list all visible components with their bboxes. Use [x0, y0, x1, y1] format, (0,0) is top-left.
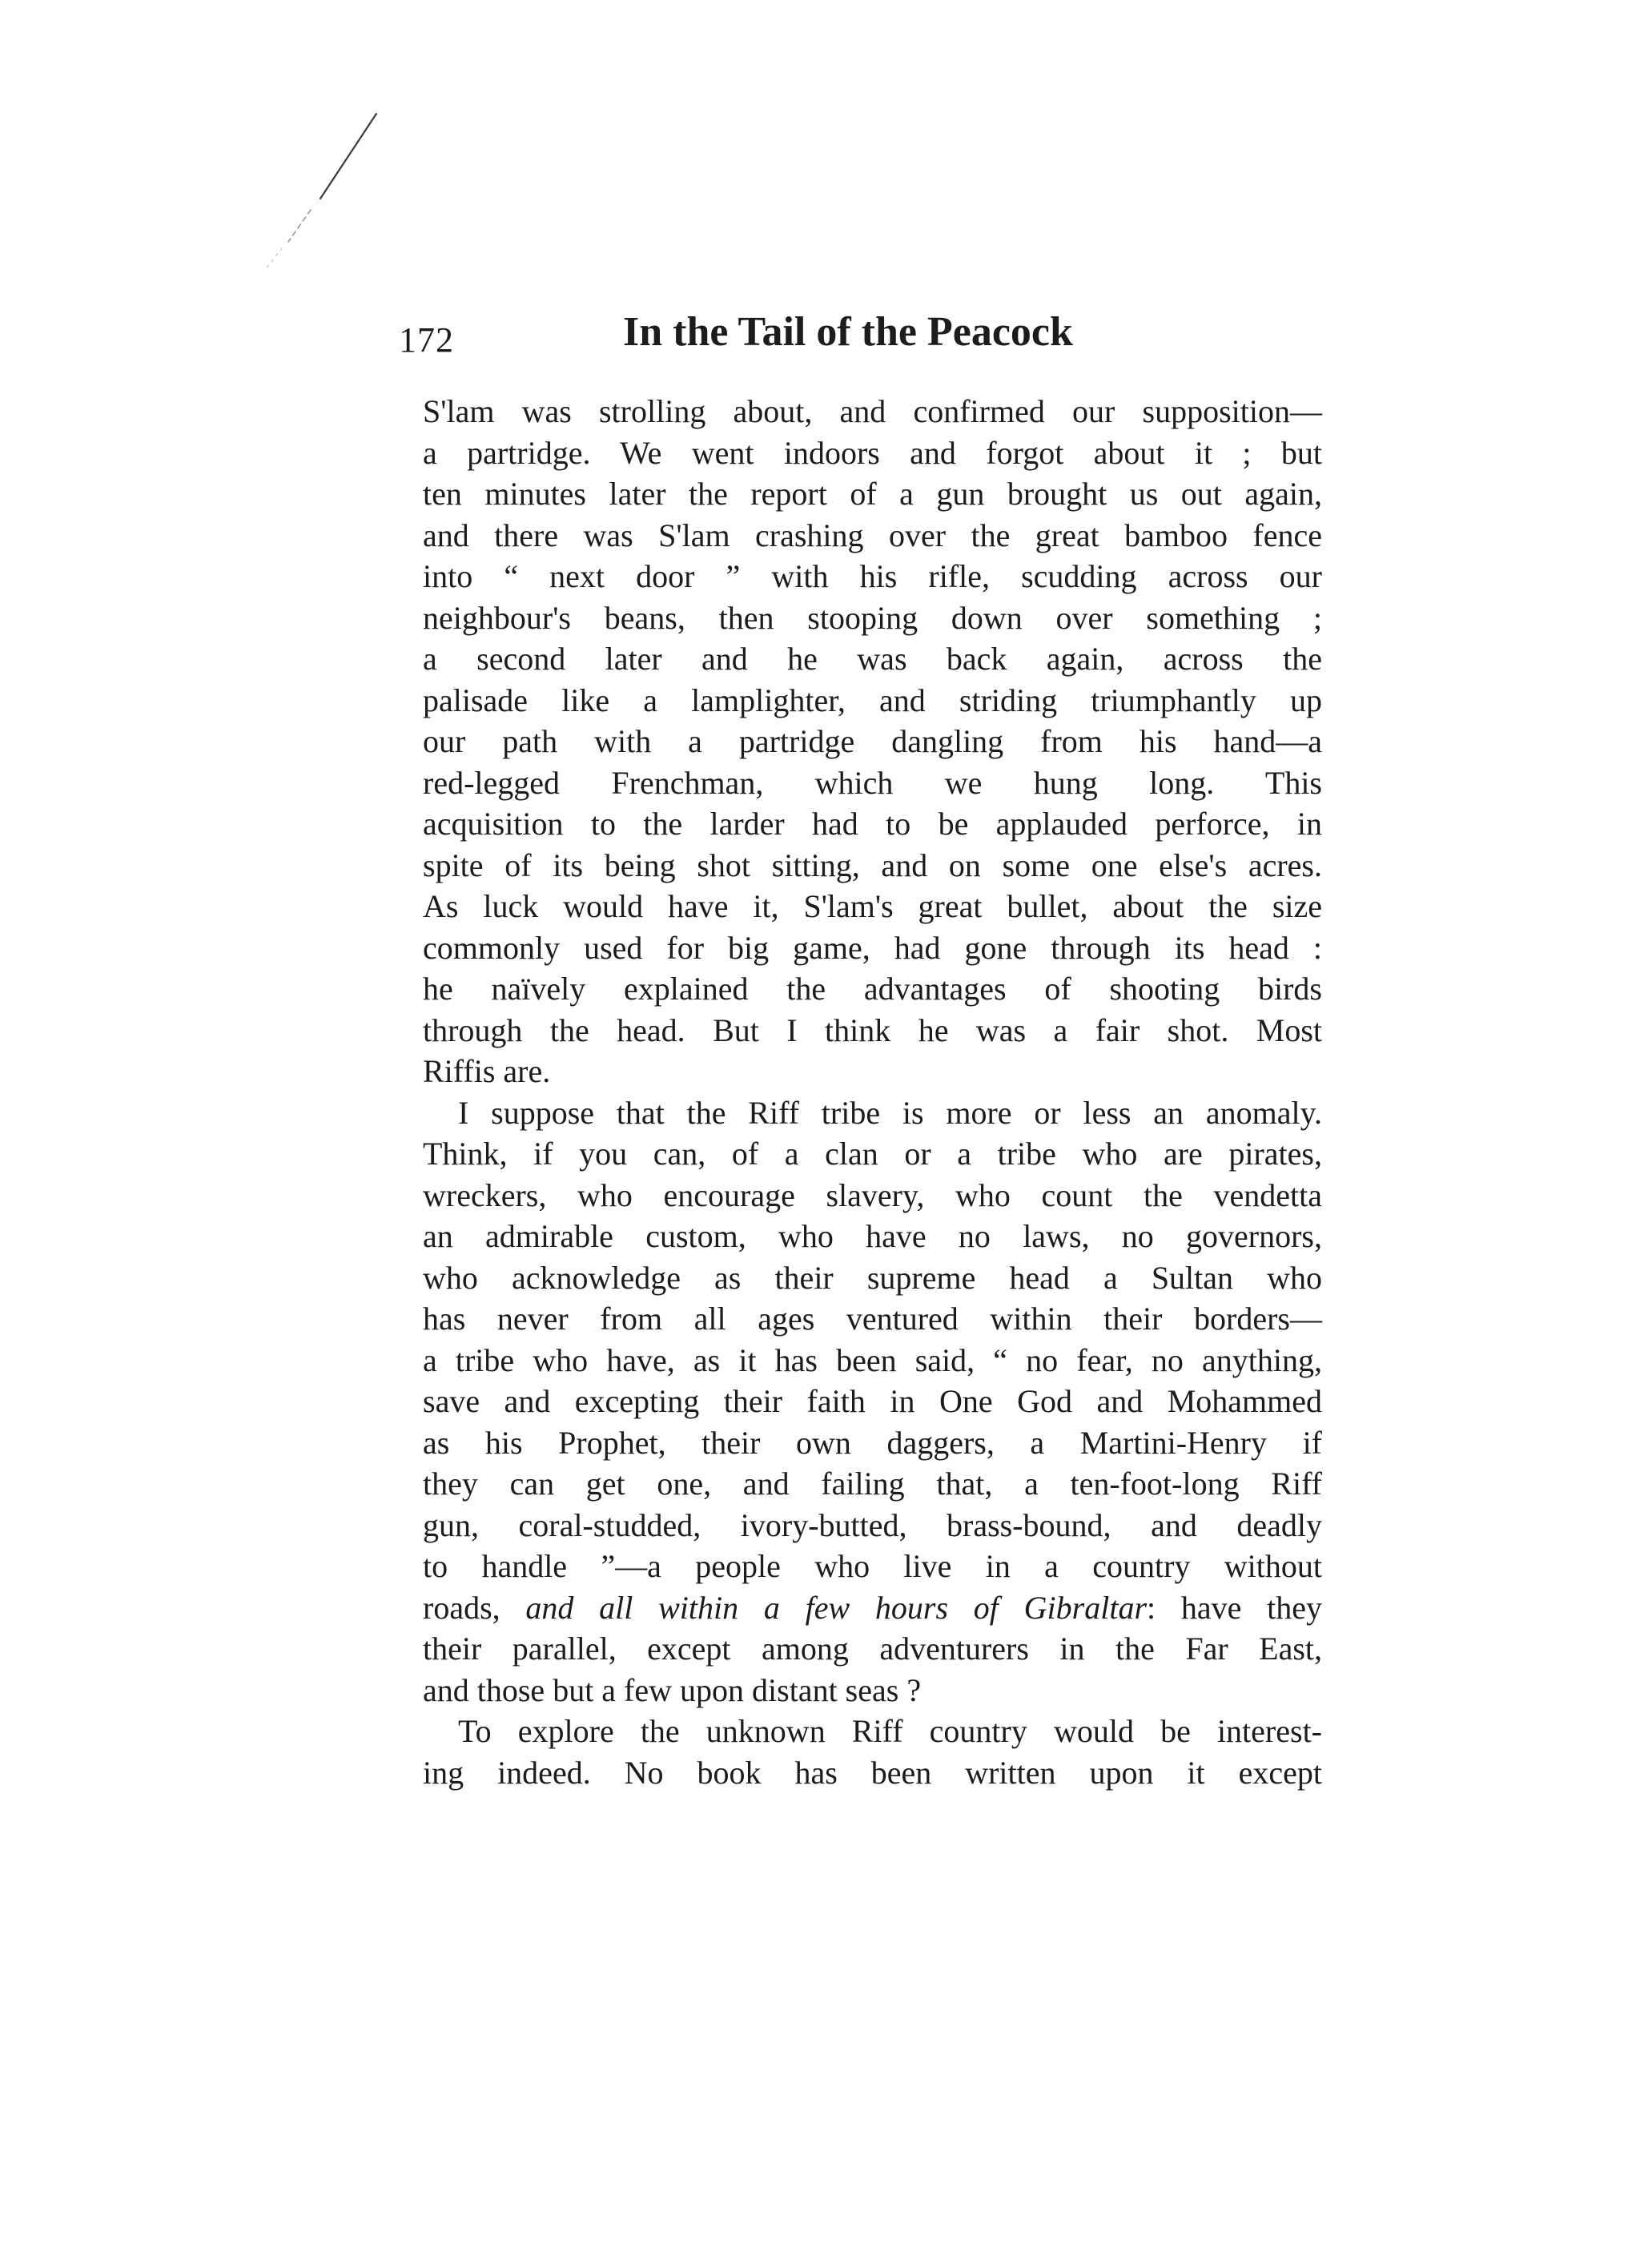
text-line: wreckers, who encourage slavery, who count the vendetta: [423, 1176, 1322, 1213]
text-line: who acknowledge as their supreme head a Sultan who: [423, 1259, 1322, 1296]
text-line: S'lam was strolling about, and confirmed our supposition—: [423, 393, 1322, 429]
pencil-mark-decoration: [208, 104, 400, 288]
body-text: [423, 391, 1322, 1793]
text-line: a partridge. We went indoors and forgot about it ; but: [423, 434, 1322, 471]
text-line: and those but a few upon distant seas ?: [423, 1671, 922, 1708]
text-line: ten minutes later the report of a gun brought us out again,: [423, 476, 1322, 512]
text-line: Think, if you can, of a clan or a tribe who are pirates,: [423, 1136, 1322, 1172]
text-line: gun, coral-studded, ivory-butted, brass-bound, and deadly: [423, 1506, 1322, 1543]
running-head: [399, 308, 1336, 372]
text-line: Riffis are.: [423, 1053, 551, 1089]
text-line: ing indeed. No book has been written upon it except: [423, 1754, 1322, 1791]
text-line: to handle ”—a people who live in a country without: [423, 1548, 1322, 1584]
text-line: neighbour's beans, then stooping down over something ;: [423, 599, 1322, 636]
text-line: I suppose that the Riff tribe is more or less an anomaly.: [458, 1094, 1322, 1131]
text-line: they can get one, and failing that, a ten-foot-long Riff: [423, 1466, 1322, 1502]
text-line: spite of its being shot sitting, and on some one else's acres.: [423, 846, 1322, 883]
text-line: an admirable custom, who have no laws, no governors,: [423, 1218, 1322, 1254]
text-line: has never from all ages ventured within their borders—: [423, 1301, 1322, 1337]
text-line: a second later and he was back again, across the: [423, 641, 1322, 677]
text-line-italic: [423, 1587, 1322, 1629]
text-line: a tribe who have, as it has been said, “ no fear, no anything,: [423, 1341, 1322, 1378]
running-title: In the Tail of the Peacock: [623, 309, 1073, 355]
text-line: as his Prophet, their own daggers, a Martini-Henry if: [423, 1424, 1322, 1461]
text-fragment: roads,: [423, 1589, 526, 1626]
text-line: commonly used for big game, had gone through its head :: [423, 929, 1322, 966]
text-line: acquisition to the larder had to be applauded perforce, in: [423, 806, 1322, 842]
text-line: through the head. But I think he was a fair shot. Most: [423, 1011, 1322, 1048]
text-line: palisade like a lamplighter, and striding triumphantly up: [423, 682, 1322, 718]
text-line: red-legged Frenchman, which we hung long. This: [423, 764, 1322, 801]
text-line: their parallel, except among adventurers in the Far East,: [423, 1631, 1322, 1667]
text-line: To explore the unknown Riff country would be interest-: [458, 1713, 1322, 1749]
page-number: 172: [399, 320, 454, 360]
text-line: our path with a partridge dangling from his hand—a: [423, 723, 1322, 759]
text-fragment: : have they: [1147, 1589, 1322, 1626]
text-line: save and excepting their faith in One God and Mohammed: [423, 1383, 1322, 1419]
text-line: As luck would have it, S'lam's great bullet, about the size: [423, 888, 1322, 924]
italic-phrase: and all within a few hours of Gibraltar: [525, 1589, 1148, 1626]
text-line: he naïvely explained the advantages of shooting birds: [423, 971, 1322, 1007]
text-line: and there was S'lam crashing over the great bamboo fence: [423, 517, 1322, 553]
text-line: into “ next door ” with his rifle, scudding across our: [423, 558, 1322, 594]
